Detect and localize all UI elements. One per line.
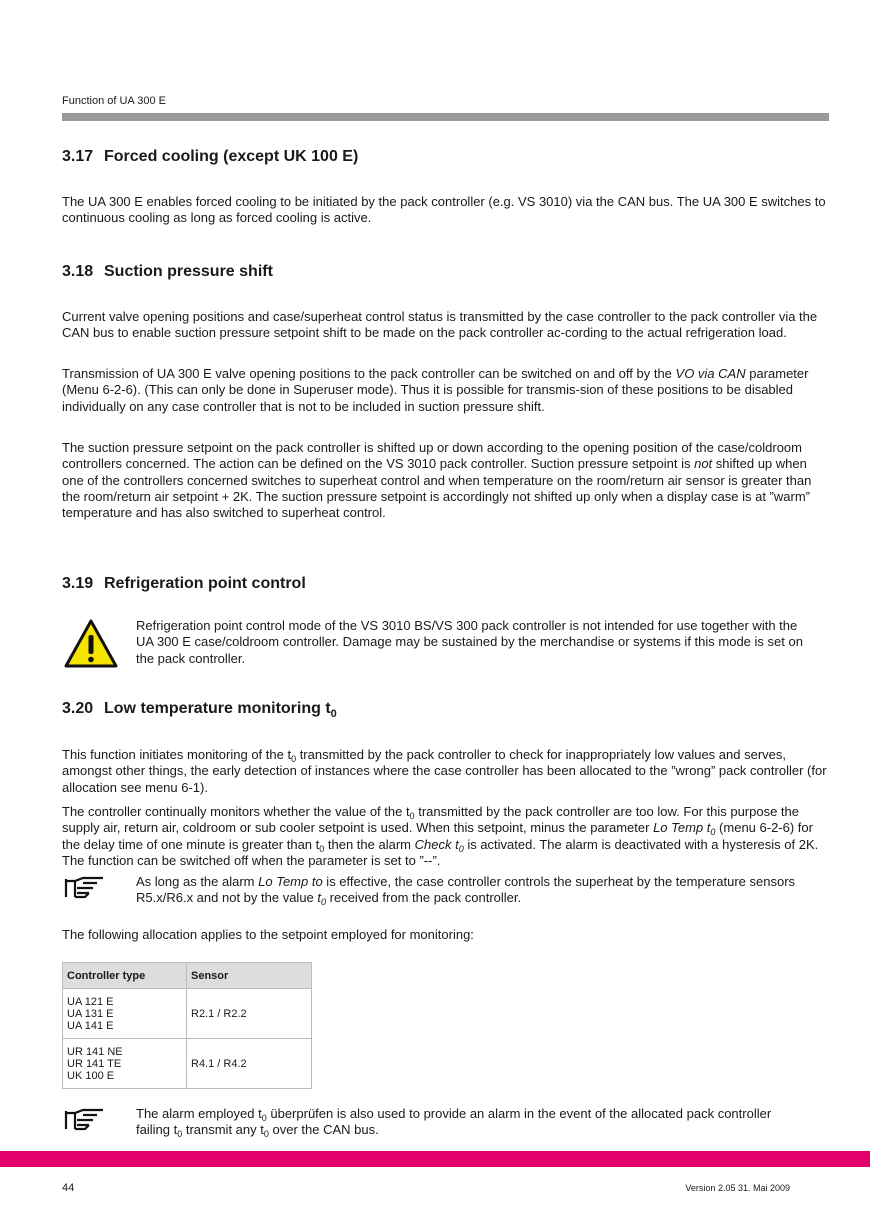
paragraph bbox=[62, 927, 832, 943]
paragraph bbox=[62, 194, 832, 227]
section-number: 3.17 bbox=[62, 148, 94, 165]
controller-types-cell bbox=[63, 1039, 187, 1089]
section-title: Suction pressure shift bbox=[104, 263, 273, 280]
text-segment: over the CAN bus. bbox=[268, 1122, 379, 1138]
paragraph bbox=[62, 309, 832, 342]
text-segment: The following allocation applies to the setpoint employed for monitoring: bbox=[62, 927, 474, 942]
note-text bbox=[136, 874, 806, 907]
text-segment: VO via CAN bbox=[675, 366, 746, 381]
warning-text bbox=[136, 618, 806, 667]
controller-type: UR 141 NE bbox=[67, 1045, 123, 1058]
text-segment: is activated. The alarm is deactivated with a hysteresis of 2K. The function can be switched off when the parameter is set to ”--”. bbox=[62, 836, 819, 868]
sensor-cell: R4.1 / R4.2 bbox=[187, 1039, 312, 1089]
paragraph bbox=[62, 440, 832, 521]
text-segment: not bbox=[694, 456, 713, 472]
controller-type: UR 141 TE bbox=[67, 1057, 122, 1070]
text-segment: The controller continually monitors whether the value of the t bbox=[62, 804, 410, 819]
controller-type: UA 141 E bbox=[67, 1019, 114, 1032]
section-number: 3.19 bbox=[62, 575, 94, 592]
text-segment: parameter (Menu 6-2-6). (This can only be done in Superuser mode). Thus it is possible for transmis-sion of these positions to be disabled individually on any case controller that is not to be included in suction pressure shift. bbox=[62, 366, 809, 414]
section-number: 3.18 bbox=[62, 263, 94, 280]
paragraph bbox=[62, 747, 832, 796]
table-row bbox=[63, 1039, 312, 1089]
controller-type: UA 121 E bbox=[67, 995, 114, 1008]
paragraph bbox=[62, 804, 832, 869]
text-segment: 0 bbox=[261, 1113, 267, 1123]
column-header: Sensor bbox=[187, 963, 312, 989]
column-header: Controller type bbox=[63, 963, 187, 989]
section-title: Forced cooling (except UK 100 E) bbox=[104, 148, 359, 165]
running-header: Function of UA 300 E bbox=[62, 95, 166, 107]
pointing-hand-icon bbox=[63, 876, 107, 905]
title-subscript: 0 bbox=[330, 708, 337, 721]
text-segment: The alarm employed t bbox=[136, 1106, 262, 1121]
text-segment: 0 bbox=[291, 754, 297, 764]
text-segment: 0 bbox=[458, 843, 464, 854]
text-segment: transmitted by the pack controller are too low. For this purpose the supply air, return air, coldroom or sub cooler setpoint is used. When this setpoint, minus the parameter bbox=[62, 804, 800, 836]
text-segment: shifted up when one of the controllers concerned switches to superheat control and when temperature on the room/return air sensor is greater than the room/return air setpoint + 2K. The suction pressure setpoint is accordingly not shifted up only when a display case is at ”warm” temperature and has also switched to superheat control. bbox=[62, 456, 812, 521]
text-segment: (menu 6-2-6) for the delay time of one minute is greater than t bbox=[62, 820, 813, 852]
text-segment: The suction pressure setpoint on the pack controller is shifted up or down according to the opening position of the case/coldroom controllers concerned. The action can be defined on the VS 3010 pack controller. Suction pressure setpoint is bbox=[62, 440, 802, 472]
section-title: Low temperature monitoring t bbox=[104, 700, 331, 717]
note-text bbox=[136, 1106, 806, 1139]
allocation-table bbox=[62, 962, 312, 1089]
text-segment: 0 bbox=[710, 827, 716, 838]
text-segment: 0 bbox=[177, 1129, 183, 1140]
text-segment: This function initiates monitoring of the t bbox=[62, 747, 292, 762]
text-segment: Transmission of UA 300 E valve opening positions to the pack controller can be switched on and off by the bbox=[62, 366, 676, 381]
text-segment: 0 bbox=[263, 1129, 269, 1140]
text-segment: received from the pack controller. bbox=[326, 890, 522, 906]
text-segment: transmitted by the pack controller to check for inappropriately low values and serves, amongst other things, the early detection of instances where the case controller has been allocated to the ”wrong” pack controller (for allocation see menu 6-1). bbox=[62, 747, 827, 795]
section-number: 3.20 bbox=[62, 700, 94, 717]
footer-bar bbox=[0, 1151, 870, 1167]
table-row bbox=[63, 989, 312, 1039]
text-segment: Refrigeration point control mode of the VS 3010 BS/VS 300 pack controller is not intended for use together with the UA 300 E case/coldroom controller. Damage may be sustained by the merchandise or systems if this mode is set on the pack controller. bbox=[136, 618, 803, 666]
text-segment: 0 bbox=[319, 843, 325, 854]
text-segment: überprüfen is also used to provide an alarm in the event of the allocated pack controller failing t bbox=[136, 1106, 772, 1138]
section-heading-3-20 bbox=[62, 700, 337, 720]
text-segment: transmit any t bbox=[182, 1122, 264, 1138]
paragraph bbox=[62, 366, 832, 415]
text-segment: Lo Temp to bbox=[258, 874, 323, 889]
text-segment: As long as the alarm bbox=[136, 874, 259, 889]
controller-types-cell bbox=[63, 989, 187, 1039]
text-segment: Current valve opening positions and case/superheat control status is transmitted by the case controller to the pack controller via the CAN bus to enable suction pressure setpoint shift to be made on the pack controller ac-cording to the actual refrigeration load. bbox=[62, 309, 818, 341]
header-divider bbox=[62, 113, 829, 121]
warning-icon bbox=[63, 618, 119, 675]
section-heading-3-19 bbox=[62, 575, 306, 593]
text-segment: Check t bbox=[414, 836, 459, 852]
text-segment: is effective, the case controller controls the superheat by the temperature sensors R5.x/R6.x and not by the value bbox=[136, 874, 796, 906]
text-segment: 0 bbox=[409, 811, 415, 821]
text-segment: 0 bbox=[321, 897, 327, 908]
version-info: Version 2.05 31. Mai 2009 bbox=[685, 1183, 790, 1193]
text-segment: t bbox=[317, 890, 322, 906]
pointing-hand-icon bbox=[63, 1108, 107, 1137]
text-segment: The UA 300 E enables forced cooling to be initiated by the pack controller (e.g. VS 3010) via the CAN bus. The UA 300 E switches to continuous cooling as long as forced cooling is active. bbox=[62, 194, 826, 226]
table-header-row bbox=[63, 963, 312, 989]
controller-type: UA 131 E bbox=[67, 1007, 114, 1020]
text-segment: Lo Temp t bbox=[653, 820, 711, 836]
controller-type: UK 100 E bbox=[67, 1069, 115, 1082]
section-heading-3-18 bbox=[62, 263, 273, 281]
text-segment: then the alarm bbox=[324, 836, 415, 852]
sensor-cell: R2.1 / R2.2 bbox=[187, 989, 312, 1039]
section-heading-3-17 bbox=[62, 148, 358, 166]
page-number: 44 bbox=[62, 1182, 75, 1194]
section-title: Refrigeration point control bbox=[104, 575, 306, 592]
